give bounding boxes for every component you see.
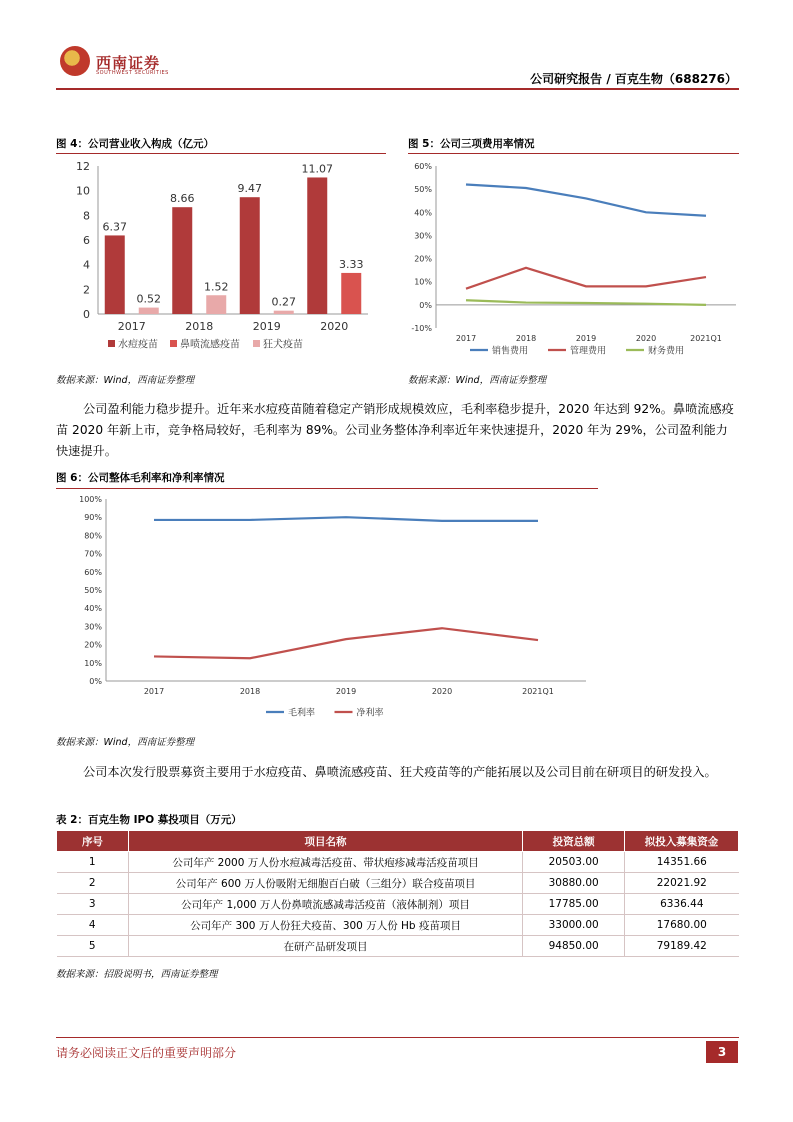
cell-raised-funds: 14351.66 <box>625 852 739 873</box>
bar-狂犬疫苗 <box>139 308 159 314</box>
legend-label: 管理费用 <box>570 346 607 357</box>
y-tick-label: 10 <box>76 184 90 198</box>
x-tick-label: 2017 <box>143 687 165 696</box>
y-tick-label: 10% <box>84 658 102 668</box>
x-tick-label: 2019 <box>335 687 357 696</box>
cell-raised-funds: 6336.44 <box>625 894 739 915</box>
x-tick-label: 2020 <box>320 320 349 333</box>
x-tick-label: 2020 <box>635 334 657 343</box>
legend-swatch <box>253 340 260 347</box>
fig5-source: 数据来源：Wind，西南证券整理 <box>408 375 547 386</box>
fig5-title: 图 5：公司三项费用率情况 <box>408 138 535 150</box>
y-tick-label: 6 <box>83 234 90 247</box>
fig4-title: 图 4：公司营业收入构成（亿元） <box>56 138 214 150</box>
table-row <box>57 915 739 936</box>
x-tick-label: 2018 <box>185 320 214 333</box>
y-tick-label: 70% <box>84 549 102 559</box>
table-row <box>57 936 739 957</box>
cell-investment: 17785.00 <box>523 894 625 915</box>
table-row <box>57 873 739 894</box>
fig4-rule <box>56 153 386 154</box>
th-raised-funds: 拟投入募集资金 <box>625 831 739 852</box>
y-tick-label: 90% <box>84 513 102 523</box>
fig6-title: 图 6：公司整体毛利率和净利率情况 <box>56 472 225 484</box>
y-tick-label: 60% <box>414 162 432 171</box>
y-tick-label: 100% <box>79 495 102 504</box>
series-line-财务费用 <box>466 300 706 305</box>
data-label: 11.07 <box>301 162 333 176</box>
y-tick-label: 50% <box>414 185 432 195</box>
fig5-rule <box>408 153 739 154</box>
th-index: 序号 <box>57 831 129 852</box>
th-project: 项目名称 <box>128 831 522 852</box>
paragraph-profitability: 公司盈利能力稳步提升。近年来水痘疫苗随着稳定产销形成规模效应，毛利率稳步提升，2020 年达到 92%。鼻喷流感疫苗 2020 年新上市，竞争格局较好，毛利率为 89%。公司业务整体净利率近年来快速提升，2020 年为 29%，公司盈利能力快速提升。 <box>56 402 734 458</box>
legend-label: 水痘疫苗 <box>118 339 158 351</box>
cell-index: 1 <box>57 852 129 873</box>
fig5-chart <box>408 156 739 362</box>
y-tick-label: 2 <box>83 283 90 297</box>
cell-project: 公司年产 2000 万人份水痘减毒活疫苗、带状疱疹减毒活疫苗项目 <box>128 852 522 873</box>
data-label: 3.33 <box>339 257 364 271</box>
legend-label: 毛利率 <box>288 708 316 719</box>
cell-raised-funds: 79189.42 <box>625 936 739 957</box>
cell-project: 在研产品研发项目 <box>128 936 522 957</box>
y-tick-label: 0% <box>419 300 432 310</box>
y-tick-label: 40% <box>414 208 432 218</box>
footer-disclaimer: 请务必阅读正文后的重要声明部分 <box>56 1046 237 1060</box>
cell-raised-funds: 17680.00 <box>625 915 739 936</box>
fig6-rule <box>56 488 598 489</box>
data-label: 9.47 <box>237 182 262 196</box>
bar-狂犬疫苗 <box>274 311 294 314</box>
bar-水痘疫苗 <box>172 207 192 314</box>
series-line-管理费用 <box>466 268 706 289</box>
y-tick-label: 8 <box>83 209 90 223</box>
cell-index: 3 <box>57 894 129 915</box>
data-label: 6.37 <box>102 220 127 234</box>
footer-divider <box>56 1037 739 1038</box>
x-tick-label: 2017 <box>117 320 146 333</box>
legend-swatch <box>108 340 115 347</box>
x-tick-label: 2018 <box>239 687 261 696</box>
x-tick-label: 2021Q1 <box>690 334 722 343</box>
y-tick-label: 0 <box>83 308 90 321</box>
series-line-销售费用 <box>466 185 706 216</box>
x-tick-label: 2019 <box>252 320 281 333</box>
data-label: 0.52 <box>136 292 161 306</box>
bar-水痘疫苗 <box>240 197 260 314</box>
table-row <box>57 894 739 915</box>
data-label: 1.52 <box>204 280 229 294</box>
paragraph-ipo-use: 公司本次发行股票募资主要用于水痘疫苗、鼻喷流感疫苗、狂犬疫苗等的产能拓展以及公司目前在研项目的研发投入。 <box>83 765 717 779</box>
fig6-source: 数据来源：Wind，西南证券整理 <box>56 737 195 748</box>
x-tick-label: 2017 <box>455 334 477 343</box>
y-tick-label: 80% <box>84 531 102 541</box>
table2-title: 表 2：百克生物 IPO 募投项目（万元） <box>56 814 242 826</box>
th-investment: 投资总额 <box>523 831 625 852</box>
y-tick-label: 12 <box>76 160 90 173</box>
y-tick-label: 30% <box>84 622 102 632</box>
ipo-table <box>56 830 739 957</box>
y-tick-label: 60% <box>84 567 102 577</box>
y-tick-label: 20% <box>84 640 102 650</box>
legend-label: 净利率 <box>356 708 384 719</box>
cell-index: 4 <box>57 915 129 936</box>
x-tick-label: 2020 <box>431 687 453 696</box>
logo-icon <box>60 46 90 76</box>
cell-investment: 20503.00 <box>523 852 625 873</box>
bar-水痘疫苗 <box>307 177 327 314</box>
fig6-chart <box>56 490 598 730</box>
report-title: 公司研究报告 / 百克生物（688276） <box>530 72 737 86</box>
legend-swatch <box>170 340 177 347</box>
page-number: 3 <box>706 1041 738 1063</box>
cell-investment: 30880.00 <box>523 873 625 894</box>
legend-label: 狂犬疫苗 <box>263 339 303 351</box>
x-tick-label: 2018 <box>515 334 537 343</box>
bar-狂犬疫苗 <box>206 295 226 314</box>
y-tick-label: 10% <box>414 277 432 287</box>
cell-project: 公司年产 600 万人份吸附无细胞百白破（三组分）联合疫苗项目 <box>128 873 522 894</box>
x-tick-label: 2021Q1 <box>522 687 554 696</box>
bar-鼻喷流感疫苗 <box>341 273 361 314</box>
cell-index: 5 <box>57 936 129 957</box>
x-tick-label: 2019 <box>575 334 597 343</box>
legend-label: 销售费用 <box>492 346 529 357</box>
cell-index: 2 <box>57 873 129 894</box>
cell-project: 公司年产 1,000 万人份鼻喷流感减毒活疫苗（液体制剂）项目 <box>128 894 522 915</box>
y-tick-label: 50% <box>84 586 102 595</box>
legend-label: 鼻喷流感疫苗 <box>180 339 240 351</box>
y-tick-label: 4 <box>83 258 90 272</box>
fig4-chart <box>56 156 386 356</box>
table2-source: 数据来源：招股说明书，西南证券整理 <box>56 969 218 980</box>
y-tick-label: 30% <box>414 231 432 241</box>
cell-raised-funds: 22021.92 <box>625 873 739 894</box>
y-tick-label: 20% <box>414 254 432 264</box>
bar-水痘疫苗 <box>105 235 125 314</box>
data-label: 0.27 <box>271 295 296 309</box>
cell-project: 公司年产 300 万人份狂犬疫苗、300 万人份 Hb 疫苗项目 <box>128 915 522 936</box>
series-line-净利率 <box>154 628 538 658</box>
data-label: 8.66 <box>170 192 195 206</box>
series-line-毛利率 <box>154 517 538 521</box>
y-tick-label: -10% <box>411 324 432 333</box>
fig4-source: 数据来源：Wind，西南证券整理 <box>56 375 195 386</box>
table-row <box>57 852 739 873</box>
logo-name: 西南证券 <box>96 54 161 72</box>
header-divider <box>56 88 739 90</box>
y-tick-label: 0% <box>89 677 102 686</box>
logo-english: SOUTHWEST SECURITIES <box>96 70 169 76</box>
legend-label: 财务费用 <box>648 346 685 357</box>
y-tick-label: 40% <box>84 604 102 614</box>
cell-investment: 33000.00 <box>523 915 625 936</box>
ipo-table-body <box>57 852 739 957</box>
cell-investment: 94850.00 <box>523 936 625 957</box>
